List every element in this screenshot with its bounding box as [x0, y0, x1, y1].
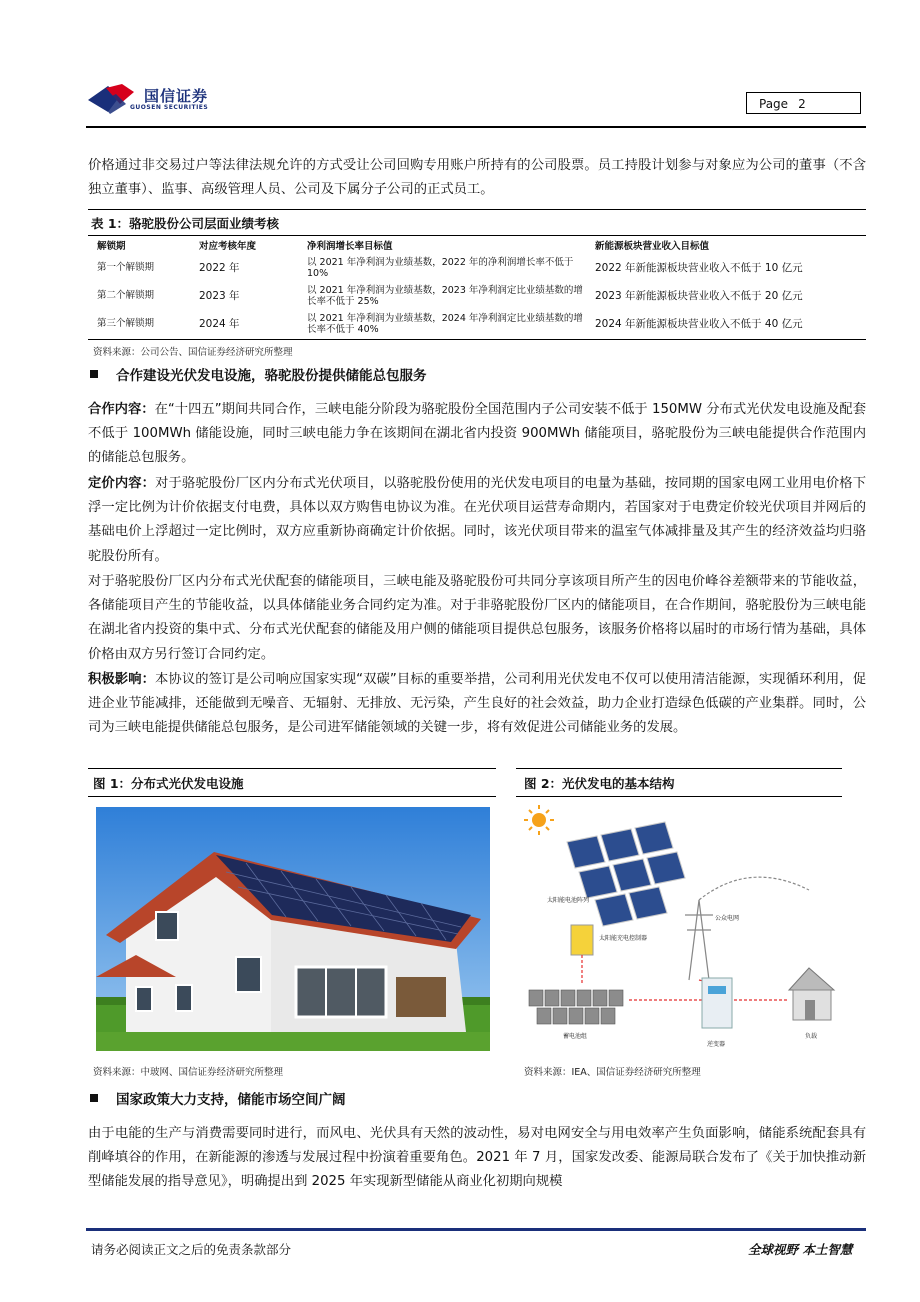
paragraph-text: 对于骆驼股份厂区内分布式光伏项目，以骆驼股份使用的光伏发电项目的电量为基础，按同期的国家电网工业用电价格下浮一定比例为计价依据支付电费，具体以双方购售电协议为准。在光伏项目运营寿命期内，若国家对于电费定价较光伏项目并网后的基础电价上浮超过一定比例时，双方应重新协商确定计价依据。同时，该光伏项目带来的温室气体减排量及其产生的经济效益均归骆驼股份所有。	[88, 476, 867, 564]
table-cell: 2024 年新能源板块营业收入不低于 40 亿元	[595, 318, 803, 330]
label-grid: 公众电网	[715, 915, 740, 922]
paragraph-label: 定价内容：	[88, 476, 156, 491]
pricing-paragraph	[88, 472, 866, 569]
table-top-rule	[88, 209, 866, 210]
table-row	[88, 310, 866, 338]
table-cell: 第一个解锁期	[97, 262, 155, 273]
pv-structure-diagram	[519, 800, 841, 1058]
table-row	[88, 254, 866, 282]
table-cell: 2023 年新能源板块营业收入不低于 20 亿元	[595, 290, 803, 302]
intro-paragraph: 价格通过非交易过户等法律法规允许的方式受让公司回购专用账户所持有的公司股票。员工持股计划参与对象应为公司的董事（不含独立董事）、监事、高级管理人员、公司及下属分子公司的正式员工。	[88, 158, 866, 198]
figure-rule	[88, 768, 496, 769]
footer-slogan: 全球视野 本土智慧	[748, 1242, 853, 1257]
figure2-caption: 图 2：光伏发电的基本结构	[524, 776, 675, 791]
impact-paragraph	[88, 668, 866, 741]
label-controller: 太阳能充电控制器	[599, 935, 648, 942]
table-header-cell: 对应考核年度	[199, 241, 257, 252]
figure-rule	[516, 768, 842, 769]
paragraph-label: 合作内容：	[88, 402, 155, 417]
footer-disclaimer: 请务必阅读正文之后的免责条款部分	[91, 1242, 292, 1257]
table-cell: 2024 年	[199, 318, 240, 330]
table-cell: 第三个解锁期	[97, 318, 155, 329]
label-solar-array: 太阳能电池阵列	[547, 897, 590, 904]
label-inverter: 逆变器	[707, 1041, 726, 1048]
paragraph-label: 积极影响：	[88, 672, 156, 687]
solar-house-photo	[96, 807, 490, 1051]
figure1-caption: 图 1：分布式光伏发电设施	[93, 776, 244, 791]
table-cell: 以 2021 年净利润为业绩基数，2023 年净利润定比业绩基数的增长率不低于 25%	[307, 284, 583, 307]
paragraph-text: 在“十四五”期间共同合作，三峡电能分阶段为骆驼股份全国范围内子公司安装不低于 150MW 分布式光伏发电设施及配套不低于 100MWh 储能设施，同时三峡电能力争在该期间在湖北省内投资 900MWh 储能项目，骆驼股份为三峡电能提供合作范围内的储能总包服务。	[88, 402, 866, 466]
figure-rule	[516, 796, 842, 797]
table-cell: 以 2021 年净利润为业绩基数，2024 年净利润定比业绩基数的增长率不低于 40%	[307, 312, 583, 335]
bullet-square-icon	[90, 1094, 98, 1102]
page-number: 2	[798, 97, 806, 111]
section-title: 合作建设光伏发电设施，骆驼股份提供储能总包服务	[116, 368, 427, 384]
figure1-source: 资料来源：中玻网、国信证券经济研究所整理	[93, 1067, 284, 1078]
figure-rule	[88, 796, 496, 797]
table-source: 资料来源：公司公告、国信证券经济研究所整理	[93, 347, 293, 358]
table-header-cell: 解锁期	[97, 241, 126, 252]
label-load: 负载	[805, 1033, 818, 1040]
inverter-icon	[702, 978, 732, 1028]
table-cell: 2022 年	[199, 262, 240, 274]
bullet-square-icon	[90, 370, 98, 378]
table-cell: 以 2021 年净利润为业绩基数，2022 年的净利润增长率不低于 10%	[307, 256, 574, 279]
header-rule	[86, 126, 866, 128]
section-heading	[90, 1088, 346, 1108]
table-header-cell: 净利润增长率目标值	[307, 241, 393, 252]
figure2-source: 资料来源：IEA、国信证券经济研究所整理	[524, 1067, 701, 1078]
logo-cn-text: 国信证券	[144, 87, 209, 105]
label-battery: 蓄电池组	[563, 1033, 588, 1040]
controller-icon	[571, 925, 593, 955]
section-heading	[90, 364, 427, 384]
policy-paragraph: 由于电能的生产与消费需要同时进行，而风电、光伏具有天然的波动性，易对电网安全与用电效率产生负面影响，储能系统配套具有削峰填谷的作用，在新能源的渗透与发展过程中扮演着重要角色。2021 年 7 月，国家发改委、能源局联合发布了《关于加快推动新型储能发展的指导意见》，明确提出到 2025 年实现新型储能从商业化初期向规模	[88, 1126, 866, 1190]
logo-en-text: GUOSEN SECURITIES	[130, 104, 209, 111]
table-header-row	[88, 236, 866, 254]
footer-rule	[86, 1228, 866, 1231]
table-cell: 2022 年新能源板块营业收入不低于 10 亿元	[595, 262, 803, 274]
page-number-box	[746, 92, 861, 114]
table-cell: 第二个解锁期	[97, 290, 155, 301]
paragraph-text: 本协议的签订是公司响应国家实现“双碳”目标的重要举措，公司利用光伏发电不仅可以使用清洁能源，实现循环利用，促进企业节能减排，还能做到无噪音、无辐射、无排放、无污染，产生良好的社会效益，助力企业打造绿色低碳的产业集群。同时，公司为三峡电能提供储能总包服务，是公司进军储能领域的关键一步，将有效促进公司储能业务的发展。	[88, 672, 866, 736]
table-bottom-rule	[88, 339, 866, 340]
table-header-cell: 新能源板块营业收入目标值	[595, 241, 710, 252]
table-row	[88, 282, 866, 310]
table-caption: 表 1：骆驼股份公司层面业绩考核	[91, 216, 280, 231]
cooperation-paragraph	[88, 398, 866, 471]
table-cell: 2023 年	[199, 290, 240, 302]
section-title: 国家政策大力支持，储能市场空间广阔	[116, 1092, 346, 1108]
performance-table	[88, 236, 866, 338]
page-label: Page	[759, 97, 789, 111]
storage-paragraph: 对于骆驼股份厂区内分布式光伏配套的储能项目，三峡电能及骆驼股份可共同分享该项目所产生的因电价峰谷差额带来的节能收益，各储能项目产生的节能收益，以具体储能业务合同约定为准。对于非骆驼股份厂区内的储能项目，在合作期间，骆驼股份为三峡电能在湖北省内投资的集中式、分布式光伏配套的储能及用户侧的储能项目提供总包服务，该服务价格将以届时的市场行情为基础，具体价格由双方另行签订合同约定。	[88, 574, 866, 662]
